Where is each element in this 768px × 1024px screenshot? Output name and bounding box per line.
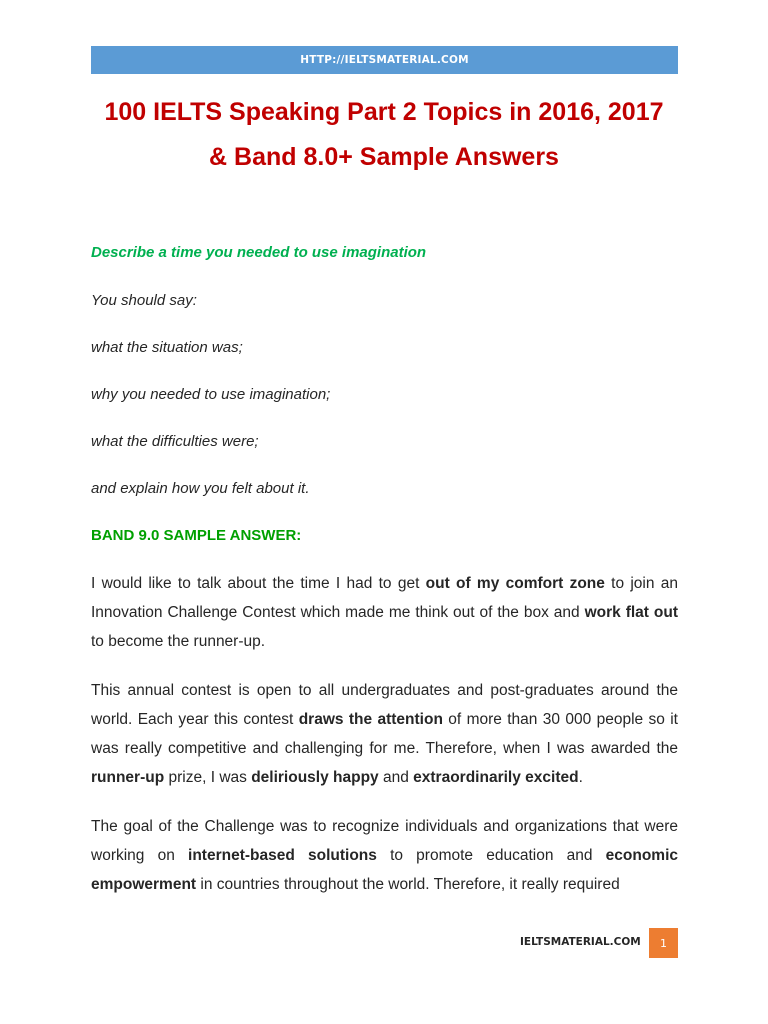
prompt-line: and explain how you felt about it. [91,480,310,497]
band-heading: BAND 9.0 SAMPLE ANSWER: [91,527,302,544]
header-url[interactable]: HTTP://IELTSMATERIAL.COM [300,54,469,66]
paragraph-2: This annual contest is open to all undergraduates and post-graduates around the world. Each year this contest draws the attention of more than 30 000 people so it was really competitive and challenging for me. Therefore, when I was awarded the runner-up prize, I was deliriously happy and extraordinarily excited. [91,682,678,786]
bold-phrase: work flat out [584,604,678,621]
prompt-line: what the situation was; [91,339,243,356]
topic-heading: Describe a time you needed to use imagination [91,244,427,261]
paragraph-1: I would like to talk about the time I had to get out of my comfort zone to join an Innovation Challenge Contest which made me think out of the box and work flat out to become the runner-up. [91,575,679,650]
prompt-line: why you needed to use imagination; [91,386,331,403]
bold-phrase: economic empowerment [91,847,679,893]
bold-phrase: internet-based solutions [188,847,377,864]
bold-phrase: out of my comfort zone [425,575,605,592]
prompt-line: what the difficulties were; [91,433,259,450]
header-url-bar [91,46,678,74]
bold-phrase: deliriously happy [251,769,379,786]
footer-site[interactable]: IELTSMATERIAL.COM [520,936,641,948]
bold-phrase: draws the attention [298,711,443,728]
prompt-line: You should say: [91,292,197,309]
title-line-1: 100 IELTS Speaking Part 2 Topics in 2016, 2017 [104,98,664,126]
page-number-badge [649,928,678,958]
title-line-2: & Band 8.0+ Sample Answers [209,143,559,171]
bold-phrase: runner-up [91,769,165,786]
page-number: 1 [660,936,667,950]
page-title [60,90,708,180]
bold-phrase: extraordinarily excited [413,769,579,786]
paragraph-3: The goal of the Challenge was to recognize individuals and organizations that were working on internet-based solutions to promote education and economic empowerment in countries throughout the world. Therefore, it really required [91,818,679,893]
